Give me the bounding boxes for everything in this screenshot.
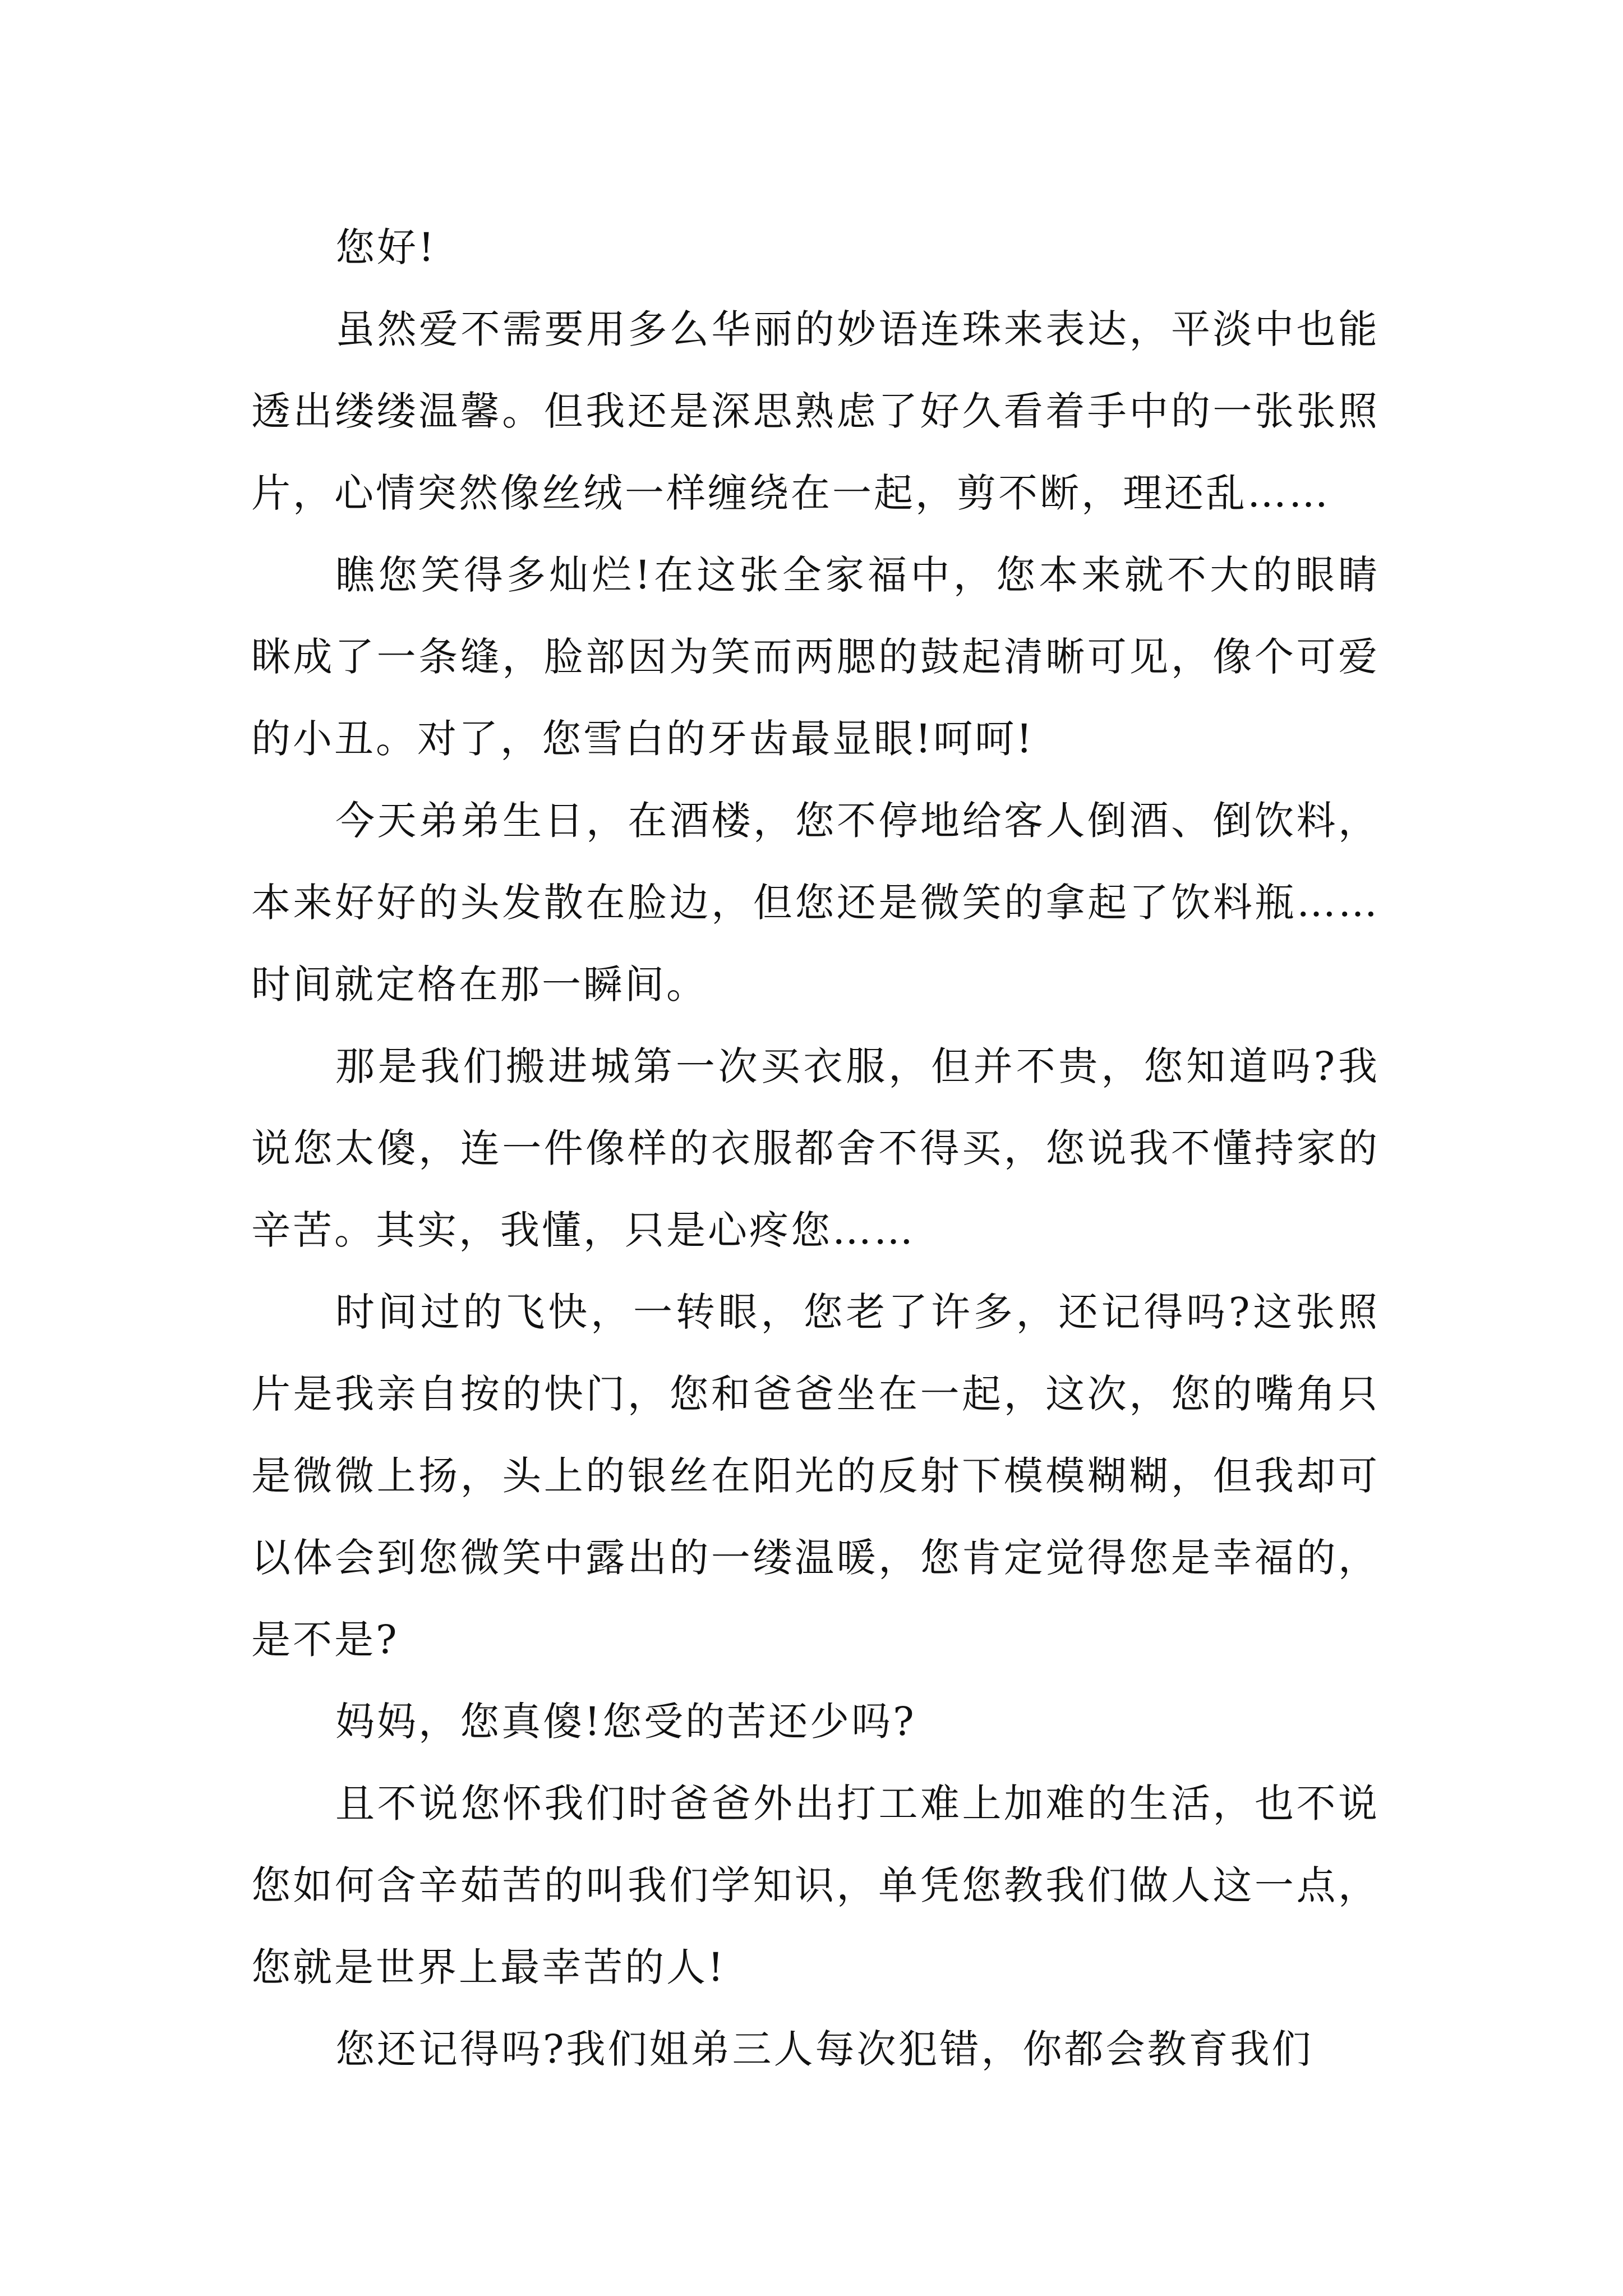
paragraph: 瞧您笑得多灿烂!在这张全家福中，您本来就不大的眼睛眯成了一条缝，脸部因为笑而两腮的鼓起清晰可见，像个可爱的小丑。对了，您雪白的牙齿最显眼!呵呵! — [251, 552, 1380, 762]
paragraph-greeting: 您好! — [335, 224, 437, 270]
paragraph: 那是我们搬进城第一次买衣服，但并不贵，您知道吗?我说您太傻，连一件像样的衣服都舍不得买，您说我不懂持家的辛苦。其实，我懂，只是心疼您…… — [251, 1043, 1380, 1253]
paragraph: 时间过的飞快，一转眼，您老了许多，还记得吗?这张照片是我亲自按的快门，您和爸爸坐在一起，这次，您的嘴角只是微微上扬，头上的银丝在阳光的反射下模模糊糊，但我却可以体会到您微笑中露出的一缕温暖，您肯定觉得您是幸福的，是不是? — [251, 1289, 1380, 1663]
letter-body — [251, 206, 1380, 2090]
paragraph: 您还记得吗?我们姐弟三人每次犯错，你都会教育我们 — [335, 2026, 1313, 2072]
paragraph: 且不说您怀我们时爸爸外出打工难上加难的生活，也不说您如何含辛茹苦的叫我们学知识，单凭您教我们做人这一点，您就是世界上最幸苦的人! — [251, 1780, 1380, 1990]
paragraph: 今天弟弟生日，在酒楼，您不停地给客人倒酒、倒饮料，本来好好的头发散在脸边，但您还是微笑的拿起了饮料瓶……时间就定格在那一瞬间。 — [251, 798, 1380, 1007]
paragraph: 虽然爱不需要用多么华丽的妙语连珠来表达，平淡中也能透出缕缕温馨。但我还是深思熟虑了好久看着手中的一张张照片，心情突然像丝绒一样缠绕在一起，剪不断，理还乱…… — [251, 306, 1380, 516]
paragraph: 妈妈，您真傻!您受的苦还少吗? — [335, 1699, 916, 1745]
